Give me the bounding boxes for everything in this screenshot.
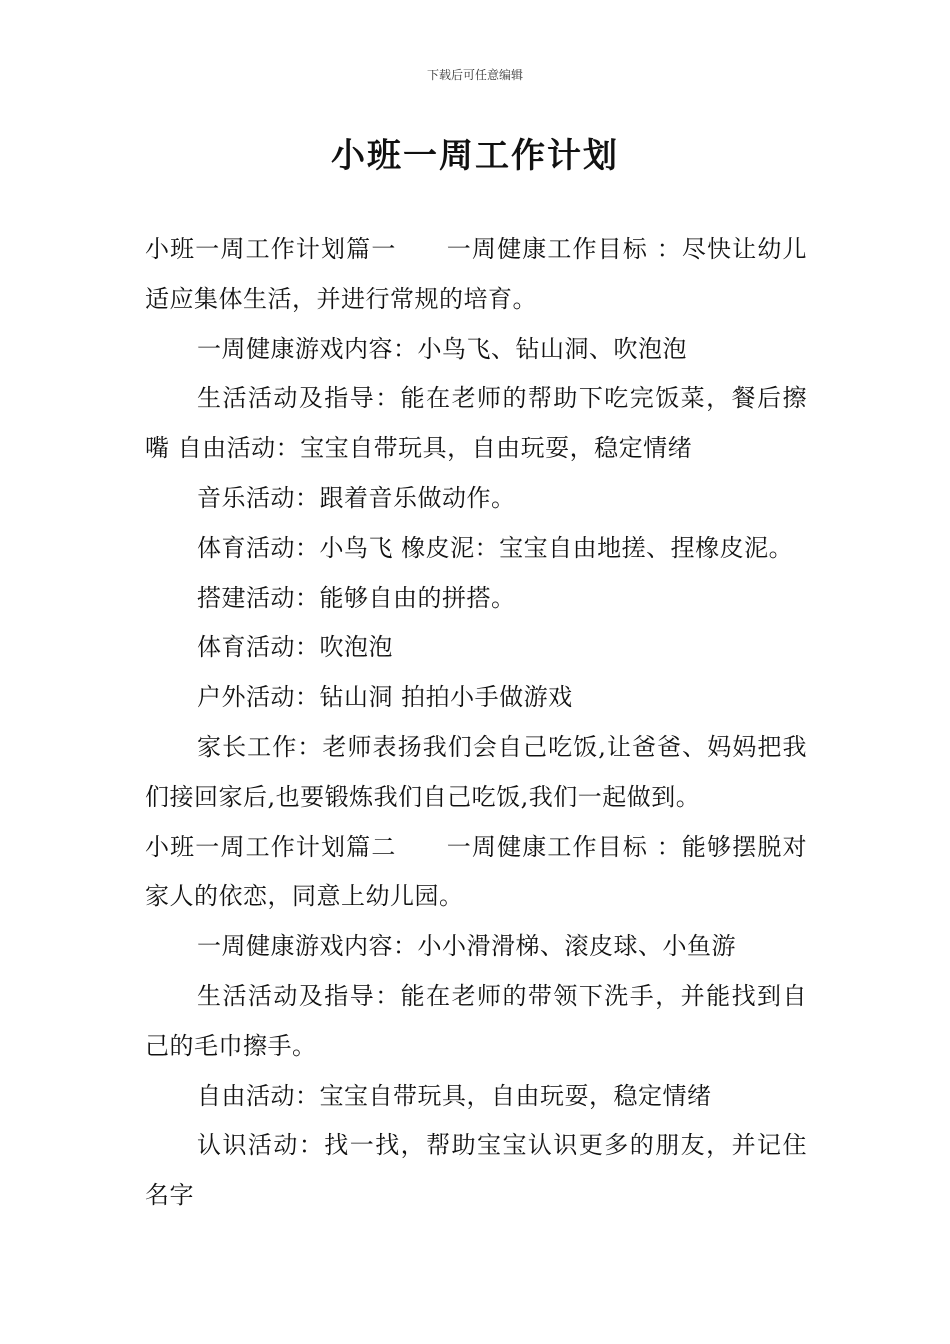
paragraph-plan-one-goal: 小班一周工作计划篇一 一周健康工作目标 ：尽快让幼儿适应集体生活，并进行常规的培育。 <box>145 235 807 313</box>
paragraph-recognition-activity: 认识活动：找一找，帮助宝宝认识更多的朋友，并记住名字 <box>145 1131 807 1210</box>
paragraph-building-activity: 搭建活动：能够自由的拼搭。 <box>197 583 516 612</box>
paragraph-life-activity-two: 生活活动及指导：能在老师的带领下洗手，并能找到自己的毛巾擦手。 <box>145 981 807 1060</box>
paragraph-plan-two-goal: 小班一周工作计划篇二 一周健康工作目标 ：能够摆脱对家人的依恋，同意上幼儿园。 <box>145 832 807 911</box>
document-title: 小班一周工作计划 <box>331 136 619 176</box>
paragraph-game-content: 一周健康游戏内容：小鸟飞、钻山洞、吹泡泡 <box>197 334 687 363</box>
paragraph-sports-bubbles: 体育活动：吹泡泡 <box>197 633 393 662</box>
paragraph-free-activity: 自由活动：宝宝自带玩具，自由玩耍，稳定情绪 <box>197 1081 712 1110</box>
document-body <box>145 225 807 1221</box>
paragraph-parent-work: 家长工作：老师表扬我们会自己吃饭,让爸爸、妈妈把我们接回家后,也要锻炼我们自己吃饭,我们一起做到。 <box>145 732 807 811</box>
paragraph-outdoor-activity: 户外活动：钻山洞 拍拍小手做游戏 <box>197 683 573 712</box>
paragraph-game-content-two: 一周健康游戏内容：小小滑滑梯、滚皮球、小鱼游 <box>197 932 736 961</box>
paragraph-life-activity: 生活活动及指导：能在老师的帮助下吃完饭菜，餐后擦嘴 自由活动：宝宝自带玩具，自由玩耍，稳定情绪 <box>145 384 807 463</box>
paragraph-music-activity: 音乐活动：跟着音乐做动作。 <box>197 483 516 512</box>
header-note: 下载后可任意编辑 <box>426 68 523 82</box>
paragraph-sports-activity: 体育活动：小鸟飞 橡皮泥：宝宝自由地搓、捏橡皮泥。 <box>197 533 794 562</box>
